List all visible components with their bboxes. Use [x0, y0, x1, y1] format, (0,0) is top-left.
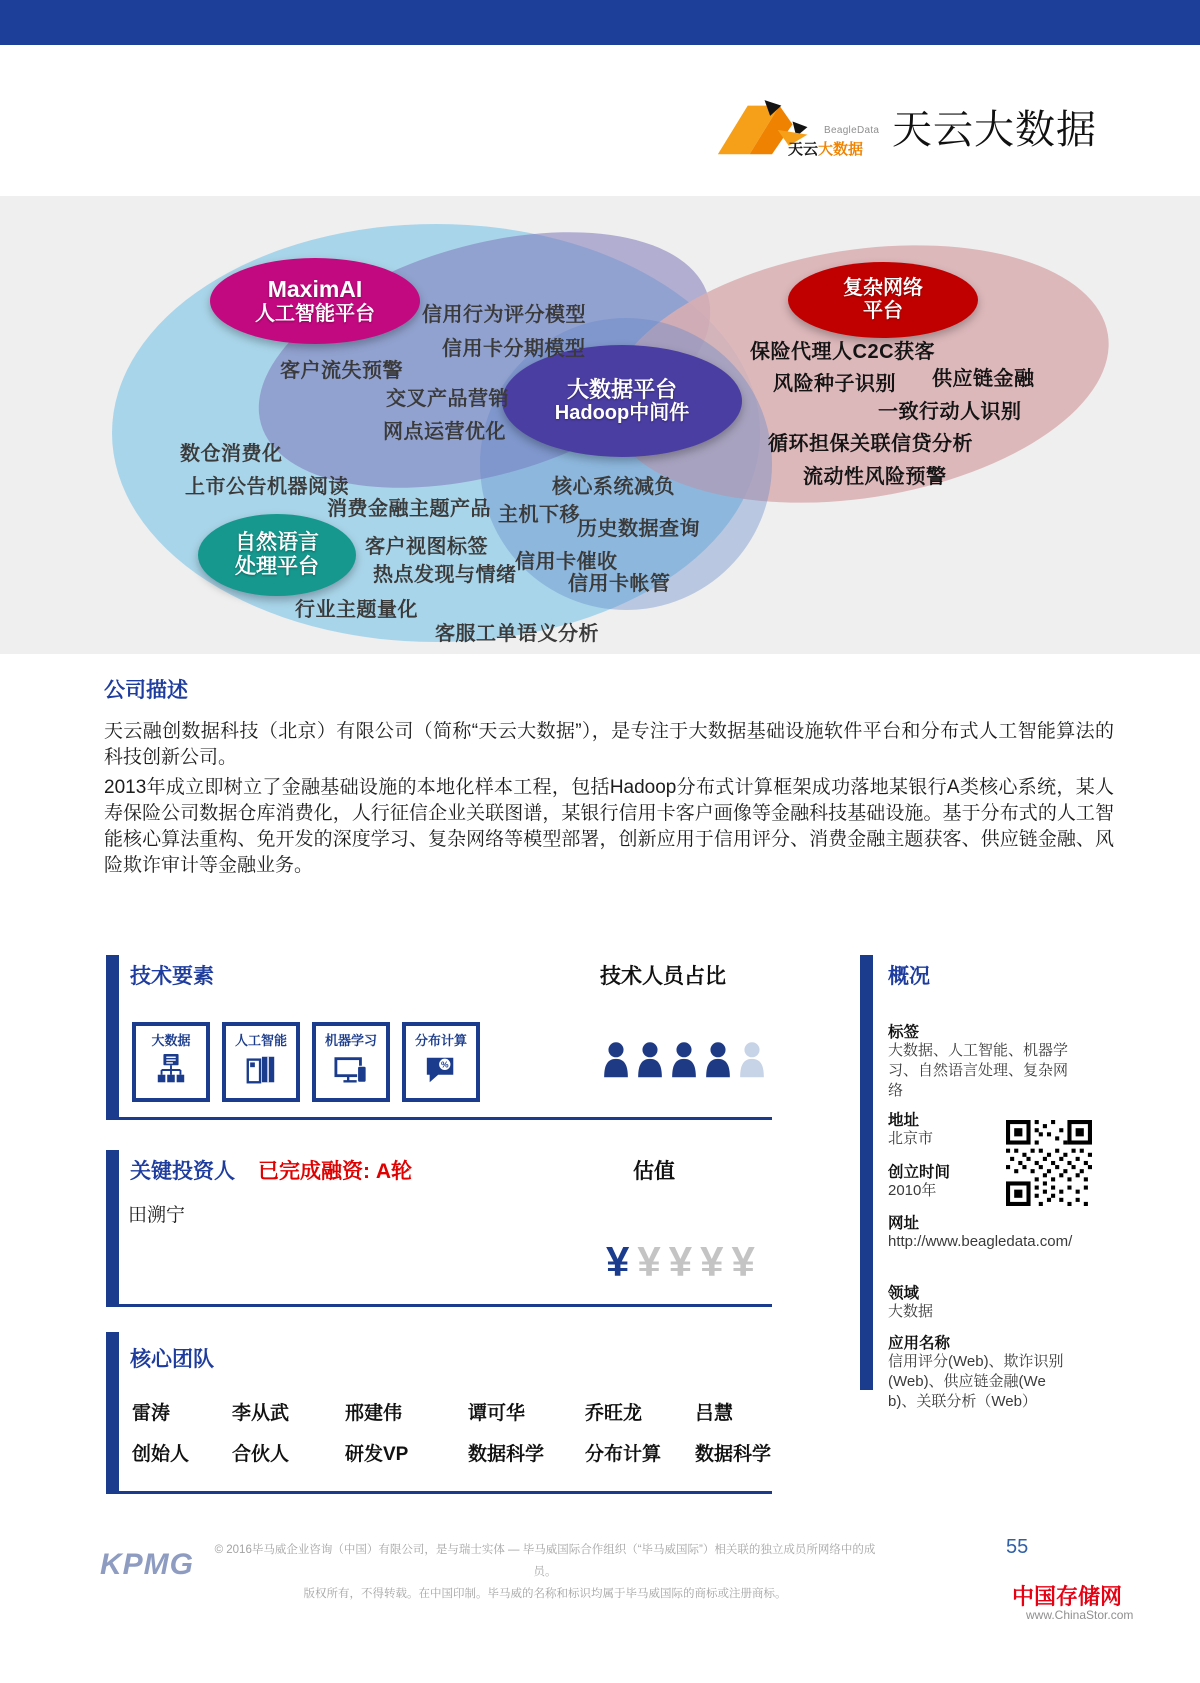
- tech-box-ai: [222, 1022, 300, 1102]
- maximai-line1: MaximAI: [267, 276, 363, 303]
- bigdata-platform-ellipse: [502, 345, 742, 457]
- yuan-symbol-empty: ¥: [637, 1238, 669, 1285]
- company-description-title: 公司描述: [104, 679, 188, 702]
- diagram-label: 信用卡催收: [515, 551, 618, 573]
- diagram-label: 行业主题量化: [295, 599, 418, 621]
- team-member: [468, 1398, 544, 1466]
- overview-panel-bar: [860, 955, 873, 1390]
- funding-status: 已完成融资: A轮: [258, 1160, 412, 1183]
- field-value-apps: 信用评分(Web)、欺诈识别(Web)、供应链金融(Web)、关联分析（Web）: [888, 1353, 1064, 1410]
- team-panel-divider: [106, 1491, 772, 1494]
- member-name: 谭可华: [468, 1403, 526, 1424]
- person-icon: [738, 1040, 766, 1080]
- sitemap-icon: [154, 1052, 188, 1088]
- tech-box-ml: [312, 1022, 390, 1102]
- maximai-platform-ellipse: [210, 258, 420, 344]
- diagram-label: 网点运营优化: [383, 421, 506, 443]
- member-name: 雷涛: [132, 1403, 171, 1424]
- member-role: 合伙人: [232, 1444, 290, 1465]
- diagram-label: 循环担保关联信贷分析: [768, 433, 973, 455]
- team-member: [232, 1398, 289, 1466]
- investor-name: 田溯宁: [128, 1205, 186, 1226]
- complex-network-ellipse: [788, 262, 978, 338]
- tech-box-bigdata: [132, 1022, 210, 1102]
- valuation-symbols: [606, 1238, 763, 1286]
- team-member: [585, 1398, 661, 1466]
- complex-network-line2: 平台: [863, 300, 903, 322]
- diagram-label: 客户流失预警: [280, 360, 403, 382]
- investors-panel-bar: [106, 1150, 119, 1306]
- tech-panel-divider: [106, 1117, 772, 1120]
- page-title: 天云大数据: [892, 108, 1097, 152]
- bigdata-platform-line1: 大数据平台: [566, 376, 677, 402]
- yuan-symbol-empty: ¥: [700, 1238, 732, 1285]
- investors-section-title: 关键投资人: [130, 1160, 235, 1183]
- tech-panel-bar: [106, 955, 119, 1118]
- member-role: 创始人: [132, 1444, 190, 1465]
- nlp-line2: 处理平台: [235, 555, 319, 578]
- investors-panel-divider: [106, 1304, 772, 1307]
- watermark-url: www.ChinaStor.com: [1026, 1608, 1134, 1622]
- platform-venn-diagram: [0, 196, 1200, 654]
- complex-network-line1: 复杂网络: [843, 277, 923, 299]
- person-icon: [670, 1040, 698, 1080]
- member-role: 数据科学: [468, 1444, 545, 1465]
- staff-ratio-title: 技术人员占比: [600, 965, 726, 988]
- team-member: [132, 1398, 189, 1466]
- field-label-founded: 创立时间: [888, 1164, 951, 1181]
- overview-section-title: 概况: [888, 965, 930, 988]
- field-value-tags: 大数据、人工智能、机器学习、自然语言处理、复杂网络: [888, 1042, 1069, 1099]
- person-icon: [636, 1040, 664, 1080]
- diagram-label: 消费金融主题产品: [327, 498, 491, 520]
- copyright-line-1: © 2016毕马威企业咨询（中国）有限公司，是与瑞士实体 — 毕马威国际合作组织（“毕马威国际”）相关联的独立成员所网络中的成员。: [214, 1544, 876, 1578]
- company-paragraph-2: 2013年成立即树立了金融基础设施的本地化样本工程，包括Hadoop分布式计算框架成功落地某银行A类核心系统，某人寿保险公司数据仓库消费化，人行征信企业关联图谱，某银行信用卡客户画像等金融科技基础设施。基于分布式的人工智能核心算法重构、免开发的深度学习、复杂网络等模型部署，创新应用于信用评分、消费金融主题获客、供应链金融、风险欺诈审计等金融业务。: [104, 777, 1114, 876]
- member-role: 数据科学: [695, 1444, 772, 1465]
- team-section-title: 核心团队: [130, 1348, 214, 1371]
- tech-boxes: [132, 1022, 480, 1102]
- copyright-text: [205, 1540, 885, 1606]
- tech-box-label: 分布计算: [414, 1033, 467, 1048]
- field-value-address: 北京市: [888, 1130, 934, 1147]
- team-member: [345, 1398, 408, 1466]
- tech-box-distributed: [402, 1022, 480, 1102]
- diagram-label: 一致行动人识别: [878, 401, 1022, 423]
- copyright-line-2: 版权所有，不得转载。在中国印制。毕马威的名称和标识均属于毕马威国际的商标或注册商标。: [303, 1587, 787, 1600]
- yuan-symbol-empty: ¥: [731, 1238, 763, 1285]
- member-name: 乔旺龙: [585, 1403, 643, 1424]
- tech-box-label: 人工智能: [234, 1033, 287, 1048]
- diagram-label: 风险种子识别: [773, 373, 896, 395]
- diagram-label: 信用行为评分模型: [422, 304, 586, 326]
- team-member: [695, 1398, 771, 1466]
- tech-box-label: 大数据: [151, 1033, 191, 1048]
- diagram-label: 核心系统减负: [552, 476, 675, 498]
- diagram-label: 信用卡分期模型: [442, 338, 586, 360]
- monitor-phone-icon: [334, 1052, 368, 1088]
- bigdata-platform-line2: Hadoop中间件: [554, 402, 690, 425]
- devices-icon: [244, 1052, 278, 1088]
- top-bar: [0, 0, 1200, 45]
- member-name: 邢建伟: [345, 1403, 403, 1424]
- person-icon: [602, 1040, 630, 1080]
- tech-box-label: 机器学习: [324, 1033, 377, 1048]
- maximai-line2: 人工智能平台: [255, 302, 375, 325]
- brand-cn-orange: 大数据: [818, 141, 864, 158]
- team-panel-bar: [106, 1332, 119, 1493]
- person-icon: [704, 1040, 732, 1080]
- diagram-label: 主机下移: [498, 504, 580, 526]
- yuan-symbol-empty: ¥: [668, 1238, 701, 1285]
- qr-code: [1006, 1120, 1092, 1206]
- brand-en-text: BeagleData: [824, 125, 880, 136]
- svg-text:%: %: [440, 1059, 449, 1070]
- field-value-domain: 大数据: [888, 1303, 934, 1320]
- valuation-title: 估值: [633, 1160, 675, 1183]
- diagram-label: 信用卡帐管: [568, 573, 671, 595]
- yuan-symbol-filled: ¥: [606, 1238, 638, 1285]
- chat-percent-icon: [424, 1052, 458, 1088]
- brand-cn-text: [788, 138, 863, 159]
- diagram-label: 供应链金融: [932, 368, 1035, 390]
- nlp-line1: 自然语言: [235, 530, 319, 554]
- page-number: 55: [1006, 1536, 1029, 1558]
- diagram-label: 流动性风险预警: [803, 466, 947, 488]
- tech-section-title: 技术要素: [130, 965, 214, 988]
- field-label-domain: 领域: [888, 1285, 920, 1302]
- diagram-label: 热点发现与情绪: [373, 564, 517, 586]
- field-label-website: 网址: [888, 1215, 920, 1232]
- member-role: 研发VP: [345, 1444, 409, 1465]
- diagram-label: 上市公告机器阅读: [185, 476, 349, 498]
- member-name: 吕慧: [695, 1403, 734, 1424]
- diagram-label: 历史数据查询: [577, 518, 700, 540]
- brand-cn-black: 天云: [788, 141, 819, 158]
- diagram-label: 客服工单语义分析: [435, 623, 599, 645]
- field-label-apps: 应用名称: [888, 1335, 951, 1352]
- staff-ratio-icons: [602, 1040, 766, 1080]
- field-label-tags: 标签: [888, 1024, 920, 1041]
- watermark-title: 中国存储网: [1012, 1584, 1123, 1609]
- field-value-founded: 2010年: [888, 1182, 937, 1199]
- kpmg-logo: KPMG: [100, 1548, 194, 1581]
- field-label-address: 地址: [888, 1112, 920, 1129]
- member-role: 分布计算: [585, 1444, 662, 1465]
- member-name: 李从武: [232, 1403, 290, 1424]
- diagram-label: 交叉产品营销: [386, 388, 509, 410]
- diagram-label: 保险代理人C2C获客: [750, 341, 936, 363]
- company-paragraph-1: 天云融创数据科技（北京）有限公司（简称“天云大数据”），是专注于大数据基础设施软件平台和分布式人工智能算法的科技创新公司。: [104, 721, 1114, 768]
- nlp-platform-ellipse: [198, 514, 356, 596]
- diagram-label: 数仓消费化: [180, 443, 283, 465]
- diagram-label: 客户视图标签: [365, 536, 488, 558]
- field-value-website: http://www.beagledata.com/: [888, 1233, 1073, 1250]
